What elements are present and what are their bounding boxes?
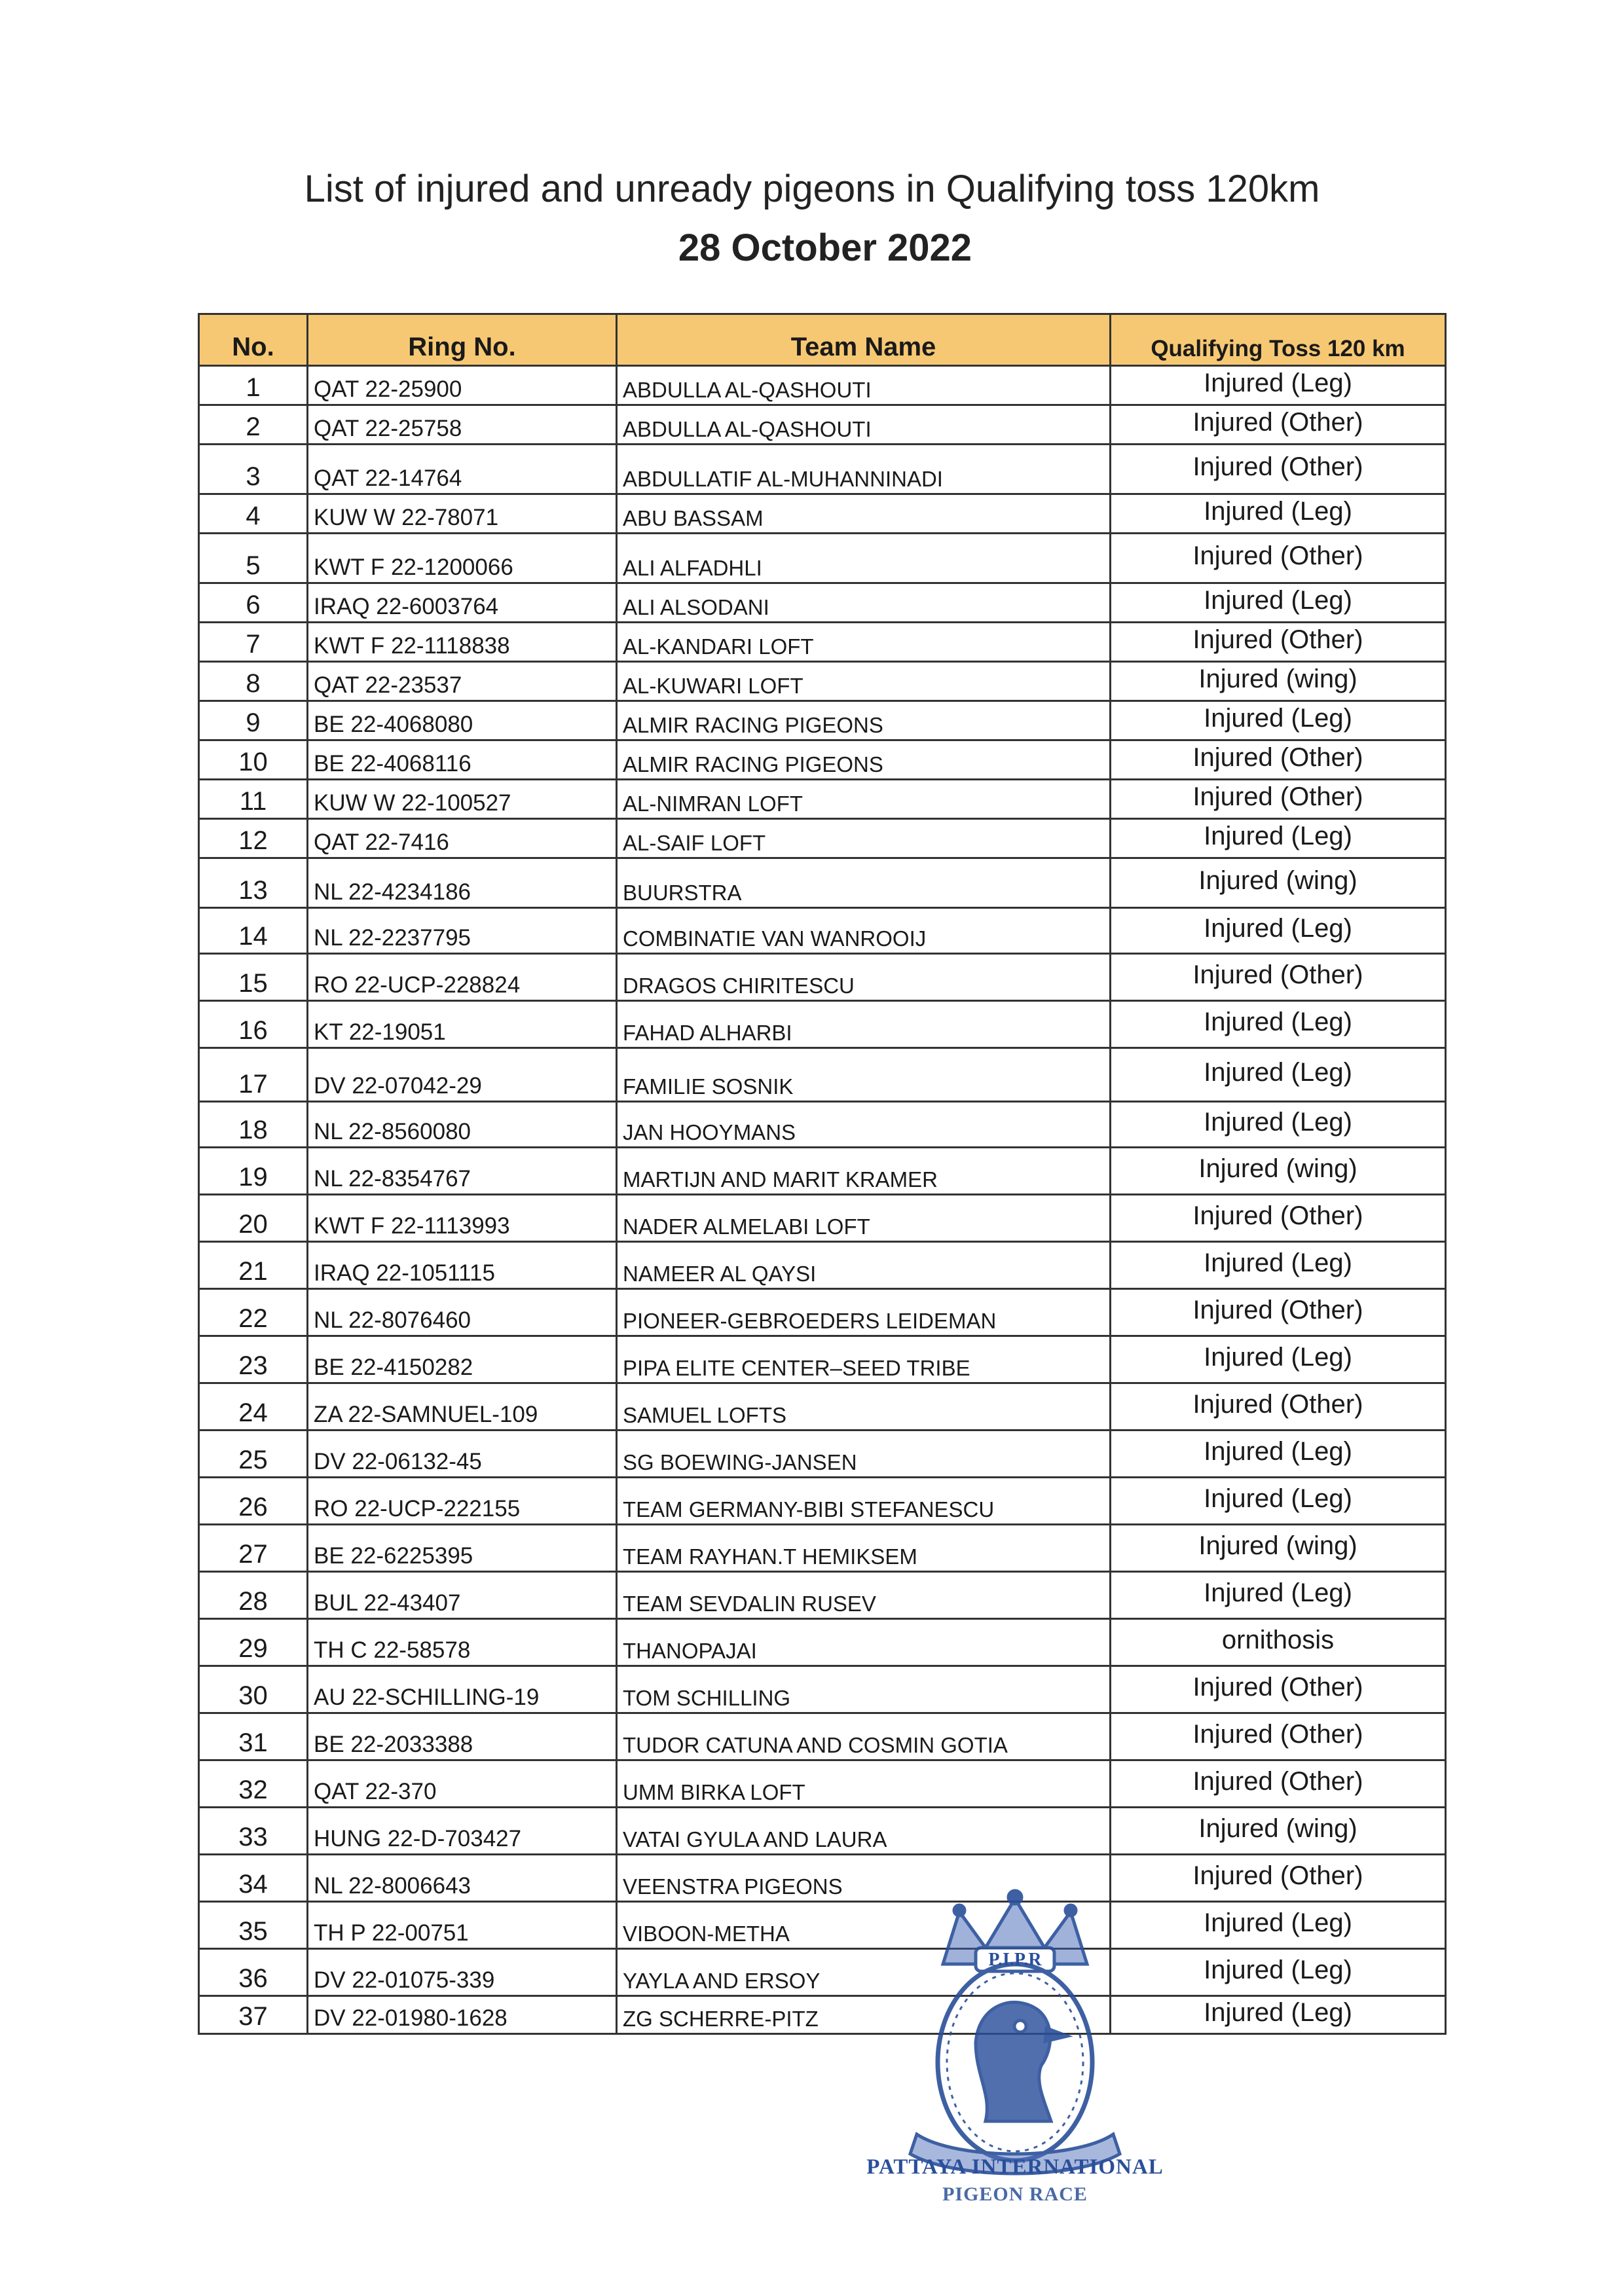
qualifying-toss-status: Injured (wing) bbox=[1111, 1808, 1446, 1855]
table-row bbox=[199, 1855, 1446, 1902]
team-name: ALI ALSODANI bbox=[617, 583, 1111, 623]
row-number: 8 bbox=[199, 662, 308, 701]
qualifying-toss-status: Injured (Leg) bbox=[1111, 1572, 1446, 1619]
qualifying-toss-status: Injured (Other) bbox=[1111, 1195, 1446, 1242]
ring-number: TH C 22-58578 bbox=[308, 1619, 617, 1666]
row-number: 16 bbox=[199, 1001, 308, 1048]
ring-number: TH P 22-00751 bbox=[308, 1902, 617, 1949]
ring-number: DV 22-07042-29 bbox=[308, 1048, 617, 1102]
row-number: 28 bbox=[199, 1572, 308, 1619]
row-number: 14 bbox=[199, 908, 308, 954]
row-number: 27 bbox=[199, 1525, 308, 1572]
team-name: SG BOEWING-JANSEN bbox=[617, 1430, 1111, 1478]
ring-number: IRAQ 22-6003764 bbox=[308, 583, 617, 623]
table-row bbox=[199, 1001, 1446, 1048]
table-body bbox=[199, 366, 1446, 2034]
team-name: AL-SAIF LOFT bbox=[617, 819, 1111, 858]
team-name: AL-NIMRAN LOFT bbox=[617, 780, 1111, 819]
team-name: FAMILIE SOSNIK bbox=[617, 1048, 1111, 1102]
ring-number: BE 22-4068116 bbox=[308, 740, 617, 780]
qualifying-toss-status: Injured (wing) bbox=[1111, 858, 1446, 908]
team-name: ALI ALFADHLI bbox=[617, 534, 1111, 583]
team-name: TEAM GERMANY-BIBI STEFANESCU bbox=[617, 1478, 1111, 1525]
row-number: 15 bbox=[199, 954, 308, 1001]
team-name: BUURSTRA bbox=[617, 858, 1111, 908]
qualifying-toss-status: ornithosis bbox=[1111, 1619, 1446, 1666]
team-name: VEENSTRA PIGEONS bbox=[617, 1855, 1111, 1902]
ring-number: KT 22-19051 bbox=[308, 1001, 617, 1048]
header-ring-no: Ring No. bbox=[308, 314, 617, 366]
qualifying-toss-status: Injured (Leg) bbox=[1111, 1478, 1446, 1525]
qualifying-toss-status: Injured (wing) bbox=[1111, 1525, 1446, 1572]
header-no: No. bbox=[199, 314, 308, 366]
qualifying-toss-status: Injured (Leg) bbox=[1111, 1102, 1446, 1148]
seal-text-line1: PATTAYA INTERNATIONAL bbox=[866, 2155, 1164, 2179]
row-number: 22 bbox=[199, 1289, 308, 1336]
header-team-name: Team Name bbox=[617, 314, 1111, 366]
row-number: 4 bbox=[199, 494, 308, 534]
ring-number: HUNG 22-D-703427 bbox=[308, 1808, 617, 1855]
table-row bbox=[199, 780, 1446, 819]
qualifying-toss-status: Injured (Other) bbox=[1111, 623, 1446, 662]
team-name: SAMUEL LOFTS bbox=[617, 1383, 1111, 1430]
ring-number: BE 22-4150282 bbox=[308, 1336, 617, 1383]
injured-pigeons-table bbox=[198, 313, 1447, 2035]
row-number: 31 bbox=[199, 1713, 308, 1760]
qualifying-toss-status: Injured (Leg) bbox=[1111, 366, 1446, 405]
table-row bbox=[199, 1760, 1446, 1808]
table-row bbox=[199, 1996, 1446, 2034]
row-number: 6 bbox=[199, 583, 308, 623]
row-number: 33 bbox=[199, 1808, 308, 1855]
team-name: TEAM RAYHAN.T HEMIKSEM bbox=[617, 1525, 1111, 1572]
ring-number: QAT 22-25758 bbox=[308, 405, 617, 445]
header-qualifying-toss: Qualifying Toss 120 km bbox=[1111, 314, 1446, 366]
ring-number: QAT 22-23537 bbox=[308, 662, 617, 701]
row-number: 24 bbox=[199, 1383, 308, 1430]
team-name: ABDULLA AL-QASHOUTI bbox=[617, 366, 1111, 405]
team-name: AL-KUWARI LOFT bbox=[617, 662, 1111, 701]
row-number: 3 bbox=[199, 445, 308, 494]
row-number: 21 bbox=[199, 1242, 308, 1289]
team-name: NAMEER AL QAYSI bbox=[617, 1242, 1111, 1289]
qualifying-toss-status: Injured (Other) bbox=[1111, 1383, 1446, 1430]
qualifying-toss-status: Injured (Other) bbox=[1111, 1289, 1446, 1336]
ring-number: KWT F 22-1200066 bbox=[308, 534, 617, 583]
row-number: 17 bbox=[199, 1048, 308, 1102]
row-number: 13 bbox=[199, 858, 308, 908]
qualifying-toss-status: Injured (Leg) bbox=[1111, 583, 1446, 623]
qualifying-toss-status: Injured (Leg) bbox=[1111, 1048, 1446, 1102]
team-name: ZG SCHERRE-PITZ bbox=[617, 1996, 1111, 2034]
document-title: List of injured and unready pigeons in Qualifying toss 120km bbox=[304, 168, 1320, 210]
team-name: ABDULLATIF AL-MUHANNINADI bbox=[617, 445, 1111, 494]
team-name: NADER ALMELABI LOFT bbox=[617, 1195, 1111, 1242]
table-row bbox=[199, 1525, 1446, 1572]
qualifying-toss-status: Injured (Leg) bbox=[1111, 1949, 1446, 1996]
table-row bbox=[199, 1102, 1446, 1148]
row-number: 30 bbox=[199, 1666, 308, 1713]
table-row bbox=[199, 1713, 1446, 1760]
ring-number: NL 22-8076460 bbox=[308, 1289, 617, 1336]
qualifying-toss-status: Injured (wing) bbox=[1111, 662, 1446, 701]
table-row bbox=[199, 1949, 1446, 1996]
team-name: ABU BASSAM bbox=[617, 494, 1111, 534]
row-number: 1 bbox=[199, 366, 308, 405]
table-row bbox=[199, 366, 1446, 405]
qualifying-toss-status: Injured (Other) bbox=[1111, 534, 1446, 583]
table-row bbox=[199, 1902, 1446, 1949]
table-row bbox=[199, 1666, 1446, 1713]
row-number: 18 bbox=[199, 1102, 308, 1148]
ring-number: KUW W 22-78071 bbox=[308, 494, 617, 534]
team-name: PIPA ELITE CENTER–SEED TRIBE bbox=[617, 1336, 1111, 1383]
ring-number: NL 22-4234186 bbox=[308, 858, 617, 908]
table-row bbox=[199, 1572, 1446, 1619]
row-number: 25 bbox=[199, 1430, 308, 1478]
qualifying-toss-status: Injured (Other) bbox=[1111, 1666, 1446, 1713]
table-row bbox=[199, 445, 1446, 494]
team-name: TUDOR CATUNA AND COSMIN GOTIA bbox=[617, 1713, 1111, 1760]
table-row bbox=[199, 858, 1446, 908]
ring-number: KUW W 22-100527 bbox=[308, 780, 617, 819]
table-row bbox=[199, 1619, 1446, 1666]
ring-number: RO 22-UCP-222155 bbox=[308, 1478, 617, 1525]
ring-number: QAT 22-370 bbox=[308, 1760, 617, 1808]
table-row bbox=[199, 1148, 1446, 1195]
ring-number: DV 22-06132-45 bbox=[308, 1430, 617, 1478]
table-row bbox=[199, 1383, 1446, 1430]
row-number: 7 bbox=[199, 623, 308, 662]
row-number: 35 bbox=[199, 1902, 308, 1949]
team-name: YAYLA AND ERSOY bbox=[617, 1949, 1111, 1996]
ring-number: AU 22-SCHILLING-19 bbox=[308, 1666, 617, 1713]
row-number: 19 bbox=[199, 1148, 308, 1195]
team-name: UMM BIRKA LOFT bbox=[617, 1760, 1111, 1808]
row-number: 12 bbox=[199, 819, 308, 858]
ring-number: KWT F 22-1113993 bbox=[308, 1195, 617, 1242]
row-number: 5 bbox=[199, 534, 308, 583]
team-name: PIONEER-GEBROEDERS LEIDEMAN bbox=[617, 1289, 1111, 1336]
pipr-seal-stamp bbox=[845, 1886, 1185, 2200]
table-row bbox=[199, 662, 1446, 701]
table-row bbox=[199, 494, 1446, 534]
team-name: VIBOON-METHA bbox=[617, 1902, 1111, 1949]
qualifying-toss-status: Injured (Leg) bbox=[1111, 494, 1446, 534]
ring-number: NL 22-8560080 bbox=[308, 1102, 617, 1148]
qualifying-toss-status: Injured (Leg) bbox=[1111, 1996, 1446, 2034]
ring-number: BE 22-6225395 bbox=[308, 1525, 617, 1572]
team-name: ALMIR RACING PIGEONS bbox=[617, 740, 1111, 780]
ring-number: RO 22-UCP-228824 bbox=[308, 954, 617, 1001]
ring-number: DV 22-01980-1628 bbox=[308, 1996, 617, 2034]
ring-number: IRAQ 22-1051115 bbox=[308, 1242, 617, 1289]
qualifying-toss-status: Injured (Leg) bbox=[1111, 1902, 1446, 1949]
team-name: ABDULLA AL-QASHOUTI bbox=[617, 405, 1111, 445]
qualifying-toss-status: Injured (Other) bbox=[1111, 740, 1446, 780]
qualifying-toss-status: Injured (Leg) bbox=[1111, 819, 1446, 858]
qualifying-toss-status: Injured (Other) bbox=[1111, 780, 1446, 819]
header-row bbox=[199, 314, 1446, 366]
row-number: 9 bbox=[199, 701, 308, 740]
document-date: 28 October 2022 bbox=[678, 227, 972, 269]
qualifying-toss-status: Injured (Other) bbox=[1111, 405, 1446, 445]
ring-number: KWT F 22-1118838 bbox=[308, 623, 617, 662]
table-row bbox=[199, 1048, 1446, 1102]
team-name: ALMIR RACING PIGEONS bbox=[617, 701, 1111, 740]
ring-number: NL 22-8354767 bbox=[308, 1148, 617, 1195]
qualifying-toss-status: Injured (Other) bbox=[1111, 954, 1446, 1001]
ring-number: BE 22-4068080 bbox=[308, 701, 617, 740]
seal-crown-text: P.I.P.R bbox=[988, 1950, 1042, 1970]
ring-number: QAT 22-7416 bbox=[308, 819, 617, 858]
qualifying-toss-status: Injured (Leg) bbox=[1111, 701, 1446, 740]
row-number: 26 bbox=[199, 1478, 308, 1525]
table-row bbox=[199, 1289, 1446, 1336]
table-row bbox=[199, 1430, 1446, 1478]
qualifying-toss-status: Injured (Leg) bbox=[1111, 1001, 1446, 1048]
table-row bbox=[199, 954, 1446, 1001]
table-row bbox=[199, 1808, 1446, 1855]
ring-number: BE 22-2033388 bbox=[308, 1713, 617, 1760]
qualifying-toss-status: Injured (Leg) bbox=[1111, 908, 1446, 954]
table-row bbox=[199, 1478, 1446, 1525]
ring-number: BUL 22-43407 bbox=[308, 1572, 617, 1619]
row-number: 20 bbox=[199, 1195, 308, 1242]
qualifying-toss-status: Injured (Leg) bbox=[1111, 1430, 1446, 1478]
team-name: JAN HOOYMANS bbox=[617, 1102, 1111, 1148]
qualifying-toss-status: Injured (Leg) bbox=[1111, 1336, 1446, 1383]
team-name: TOM SCHILLING bbox=[617, 1666, 1111, 1713]
table-row bbox=[199, 701, 1446, 740]
seal-text-line2: PIGEON RACE bbox=[942, 2183, 1088, 2205]
row-number: 36 bbox=[199, 1949, 308, 1996]
table-row bbox=[199, 583, 1446, 623]
table-row bbox=[199, 623, 1446, 662]
row-number: 34 bbox=[199, 1855, 308, 1902]
qualifying-toss-status: Injured (Other) bbox=[1111, 1855, 1446, 1902]
qualifying-toss-status: Injured (Other) bbox=[1111, 1760, 1446, 1808]
ring-number: ZA 22-SAMNUEL-109 bbox=[308, 1383, 617, 1430]
row-number: 10 bbox=[199, 740, 308, 780]
row-number: 11 bbox=[199, 780, 308, 819]
team-name: FAHAD ALHARBI bbox=[617, 1001, 1111, 1048]
qualifying-toss-status: Injured (Other) bbox=[1111, 445, 1446, 494]
ring-number: DV 22-01075-339 bbox=[308, 1949, 617, 1996]
qualifying-toss-status: Injured (Leg) bbox=[1111, 1242, 1446, 1289]
row-number: 2 bbox=[199, 405, 308, 445]
ring-number: QAT 22-14764 bbox=[308, 445, 617, 494]
table-header bbox=[199, 314, 1446, 366]
team-name: VATAI GYULA AND LAURA bbox=[617, 1808, 1111, 1855]
team-name: AL-KANDARI LOFT bbox=[617, 623, 1111, 662]
row-number: 37 bbox=[199, 1996, 308, 2034]
ring-number: NL 22-2237795 bbox=[308, 908, 617, 954]
table-row bbox=[199, 740, 1446, 780]
ring-number: QAT 22-25900 bbox=[308, 366, 617, 405]
table-row bbox=[199, 405, 1446, 445]
table-row bbox=[199, 1195, 1446, 1242]
row-number: 23 bbox=[199, 1336, 308, 1383]
table-row bbox=[199, 908, 1446, 954]
table-row bbox=[199, 819, 1446, 858]
qualifying-toss-status: Injured (Other) bbox=[1111, 1713, 1446, 1760]
table-row bbox=[199, 1336, 1446, 1383]
qualifying-toss-status: Injured (wing) bbox=[1111, 1148, 1446, 1195]
team-name: MARTIJN AND MARIT KRAMER bbox=[617, 1148, 1111, 1195]
table-row bbox=[199, 1242, 1446, 1289]
table-row bbox=[199, 534, 1446, 583]
ring-number: NL 22-8006643 bbox=[308, 1855, 617, 1902]
team-name: DRAGOS CHIRITESCU bbox=[617, 954, 1111, 1001]
row-number: 29 bbox=[199, 1619, 308, 1666]
team-name: COMBINATIE VAN WANROOIJ bbox=[617, 908, 1111, 954]
team-name: THANOPAJAI bbox=[617, 1619, 1111, 1666]
team-name: TEAM SEVDALIN RUSEV bbox=[617, 1572, 1111, 1619]
row-number: 32 bbox=[199, 1760, 308, 1808]
